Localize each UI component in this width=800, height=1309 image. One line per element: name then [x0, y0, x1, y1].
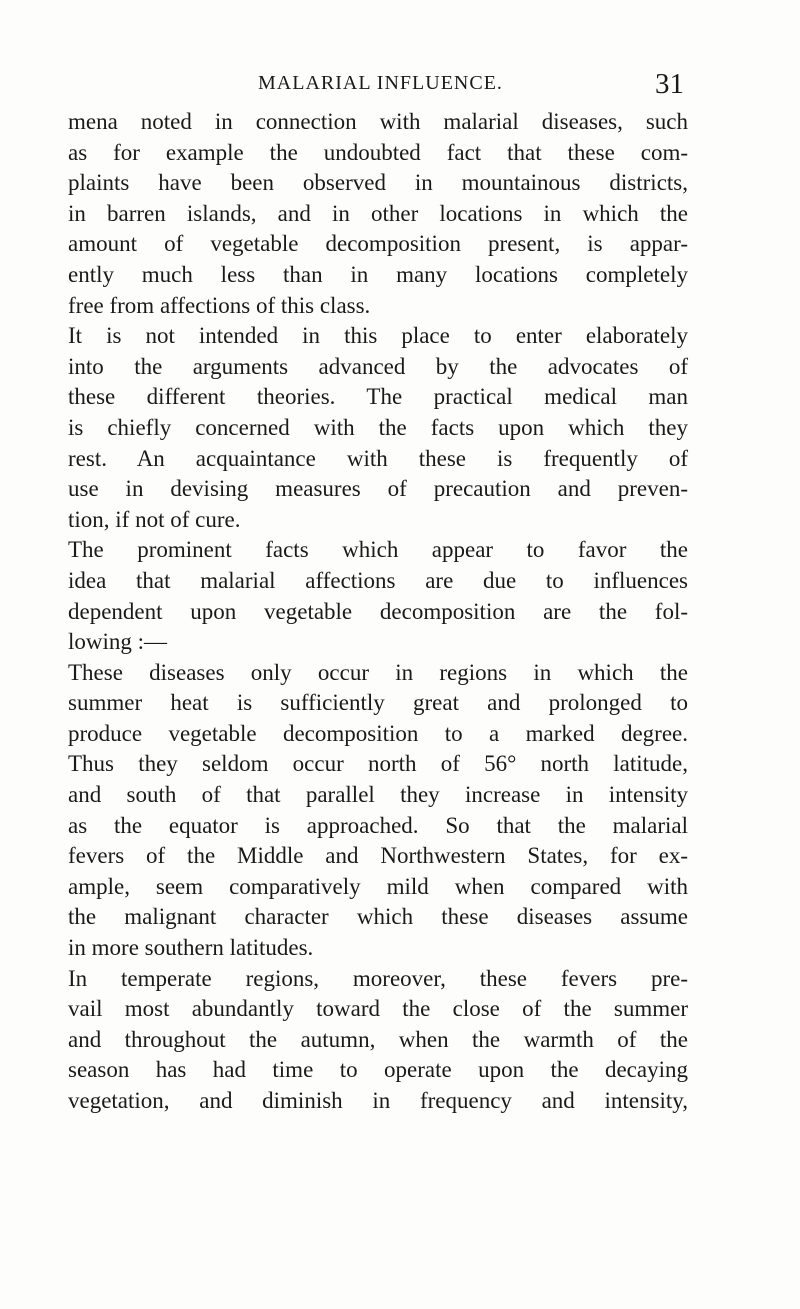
- text-line: vegetation, and diminish in frequency and intensity,: [68, 1088, 688, 1113]
- text-line: in more southern latitudes.: [68, 935, 314, 961]
- text-line: mena noted in connection with malarial diseases, such: [68, 109, 688, 134]
- text-line: dependent upon vegetable decomposition are the fol-: [68, 598, 688, 624]
- running-header: [68, 68, 684, 102]
- text-line: Thus they seldom occur north of 56° north latitude,: [68, 751, 688, 777]
- text-line: free from affections of this class.: [68, 292, 371, 318]
- text-line: rest. An acquaintance with these is frequently of: [68, 445, 688, 471]
- text-line: plaints have been observed in mountainous districts,: [68, 170, 688, 196]
- text-line: is chiefly concerned with the facts upon which they: [68, 414, 688, 440]
- text-line: as for example the undoubted fact that these com-: [68, 139, 688, 165]
- text-line: these different theories. The practical medical man: [68, 384, 688, 410]
- text-line: into the arguments advanced by the advocates of: [68, 353, 688, 379]
- text-line: the malignant character which these diseases assume: [68, 904, 688, 930]
- text-line: as the equator is approached. So that the malarial: [68, 812, 688, 838]
- text-line: summer heat is sufficiently great and prolonged to: [68, 690, 688, 716]
- text-line: ently much less than in many locations completely: [68, 261, 688, 287]
- text-line: idea that malarial affections are due to influences: [68, 567, 688, 593]
- running-title: MALARIAL INFLUENCE.: [258, 72, 503, 94]
- text-line: season has had time to operate upon the decaying: [68, 1057, 688, 1083]
- text-line: ample, seem comparatively mild when compared with: [68, 873, 688, 899]
- text-line: and throughout the autumn, when the warmth of the: [68, 1026, 688, 1052]
- text-line: In temperate regions, moreover, these fevers pre-: [68, 965, 688, 991]
- text-line: It is not intended in this place to enter elaborately: [68, 323, 688, 349]
- text-line: tion, if not of cure.: [68, 506, 241, 532]
- text-line: These diseases only occur in regions in which the: [68, 659, 688, 685]
- text-line: fevers of the Middle and Northwestern States, for ex-: [68, 843, 688, 869]
- text-line: lowing :—: [68, 629, 168, 655]
- text-line: use in devising measures of precaution and preven-: [68, 476, 688, 502]
- text-line: The prominent facts which appear to favor the: [68, 537, 688, 563]
- text-line: vail most abundantly toward the close of the summer: [68, 996, 688, 1022]
- body-text: [68, 107, 688, 1117]
- text-line: and south of that parallel they increase in intensity: [68, 782, 688, 808]
- page-number: 31: [655, 68, 684, 100]
- text-line: amount of vegetable decomposition present, is appar-: [68, 231, 688, 257]
- text-line: produce vegetable decomposition to a marked degree.: [68, 720, 688, 746]
- text-line: in barren islands, and in other locations in which the: [68, 200, 688, 226]
